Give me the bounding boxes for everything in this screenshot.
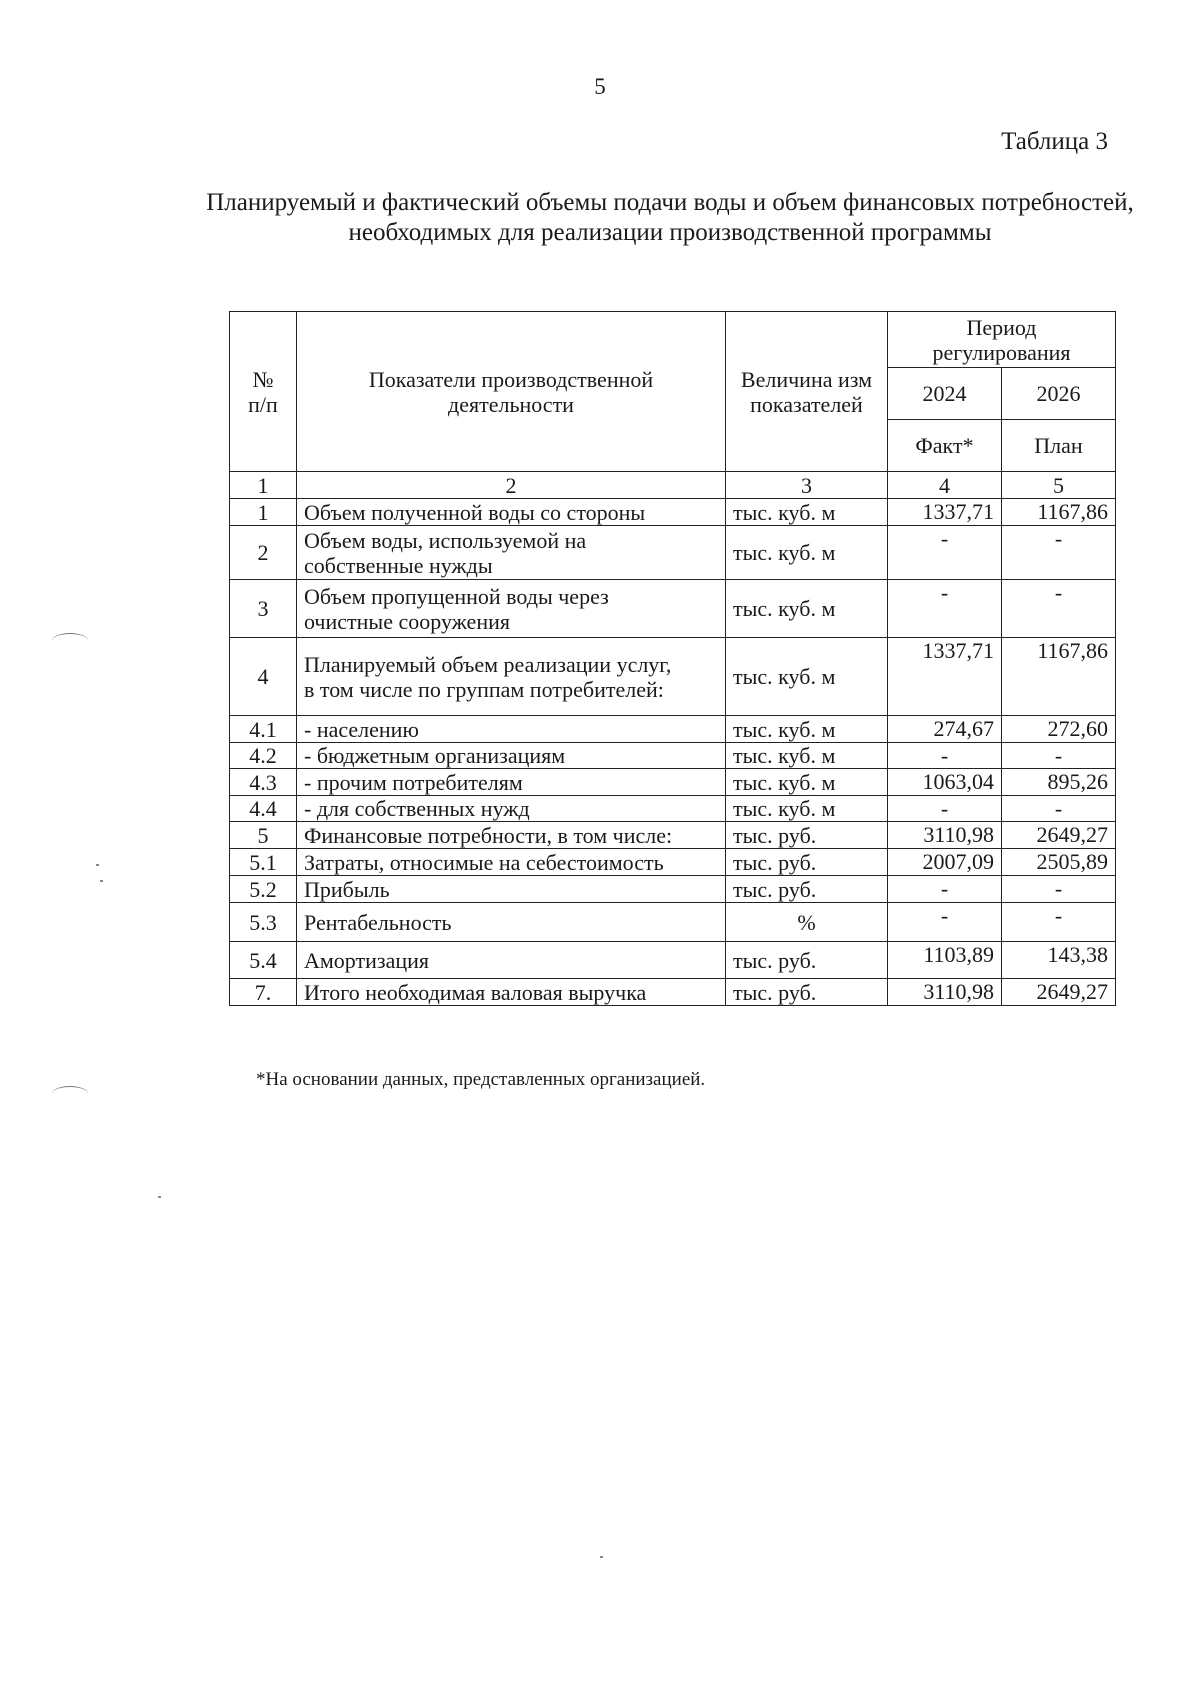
scan-dot bbox=[96, 864, 99, 866]
row-indicator: - для собственных нужд bbox=[297, 796, 726, 822]
row-value-fact: 274,67 bbox=[888, 716, 1002, 743]
row-value-plan: - bbox=[1002, 903, 1116, 942]
header-period: Период регулирования bbox=[888, 312, 1116, 368]
row-value-plan: - bbox=[1002, 526, 1116, 580]
row-value-fact: 3110,98 bbox=[888, 979, 1002, 1006]
column-number: 2 bbox=[297, 472, 726, 499]
header-type-plan: План bbox=[1002, 420, 1116, 472]
row-number: 5.1 bbox=[230, 849, 297, 876]
table-row bbox=[230, 580, 1116, 638]
row-number: 7. bbox=[230, 979, 297, 1006]
row-unit: тыс. куб. м bbox=[726, 499, 888, 526]
scan-mark bbox=[52, 633, 88, 648]
row-value-fact: - bbox=[888, 580, 1002, 638]
row-indicator: Планируемый объем реализации услуг, в том числе по группам потребителей: bbox=[297, 638, 726, 716]
table-row bbox=[230, 769, 1116, 796]
row-number: 1 bbox=[230, 499, 297, 526]
row-indicator: - населению bbox=[297, 716, 726, 743]
row-value-plan: 143,38 bbox=[1002, 942, 1116, 979]
row-number: 5.2 bbox=[230, 876, 297, 903]
production-program-table bbox=[229, 311, 1116, 1006]
row-unit: тыс. руб. bbox=[726, 822, 888, 849]
row-value-fact: 1337,71 bbox=[888, 638, 1002, 716]
row-value-fact: 1103,89 bbox=[888, 942, 1002, 979]
row-unit: тыс. куб. м bbox=[726, 580, 888, 638]
row-unit: тыс. куб. м bbox=[726, 716, 888, 743]
row-number: 4 bbox=[230, 638, 297, 716]
row-number: 4.3 bbox=[230, 769, 297, 796]
row-number: 5.3 bbox=[230, 903, 297, 942]
row-value-plan: - bbox=[1002, 796, 1116, 822]
row-number: 4.2 bbox=[230, 743, 297, 769]
row-indicator: Рентабельность bbox=[297, 903, 726, 942]
row-value-fact: - bbox=[888, 876, 1002, 903]
row-unit: тыс. куб. м bbox=[726, 796, 888, 822]
row-indicator: - прочим потребителям bbox=[297, 769, 726, 796]
row-value-plan: 1167,86 bbox=[1002, 499, 1116, 526]
header-year-plan: 2026 bbox=[1002, 368, 1116, 420]
row-unit: тыс. куб. м bbox=[726, 526, 888, 580]
footnote: *На основании данных, представленных организацией. bbox=[256, 1069, 706, 1090]
table-row bbox=[230, 849, 1116, 876]
row-value-plan: 272,60 bbox=[1002, 716, 1116, 743]
scan-dot bbox=[600, 1556, 603, 1558]
row-value-plan: 895,26 bbox=[1002, 769, 1116, 796]
row-unit: тыс. куб. м bbox=[726, 743, 888, 769]
column-number: 1 bbox=[230, 472, 297, 499]
table-row bbox=[230, 526, 1116, 580]
row-value-fact: 1337,71 bbox=[888, 499, 1002, 526]
row-indicator: Объем пропущенной воды через очистные сооружения bbox=[297, 580, 726, 638]
column-number: 5 bbox=[1002, 472, 1116, 499]
row-indicator: Итого необходимая валовая выручка bbox=[297, 979, 726, 1006]
row-unit: тыс. куб. м bbox=[726, 638, 888, 716]
table-row bbox=[230, 499, 1116, 526]
table-row bbox=[230, 822, 1116, 849]
row-number: 5 bbox=[230, 822, 297, 849]
row-value-plan: - bbox=[1002, 743, 1116, 769]
row-number: 2 bbox=[230, 526, 297, 580]
row-indicator: - бюджетным организациям bbox=[297, 743, 726, 769]
table-row bbox=[230, 903, 1116, 942]
title-line: Планируемый и фактический объемы подачи воды и объем финансовых потребностей, bbox=[206, 189, 1134, 216]
document-title bbox=[170, 188, 1170, 248]
row-unit: тыс. руб. bbox=[726, 849, 888, 876]
row-value-plan: 2649,27 bbox=[1002, 822, 1116, 849]
row-number: 4.1 bbox=[230, 716, 297, 743]
row-value-fact: - bbox=[888, 526, 1002, 580]
header-type-fact: Факт* bbox=[888, 420, 1002, 472]
column-number: 3 bbox=[726, 472, 888, 499]
header-year-fact: 2024 bbox=[888, 368, 1002, 420]
row-indicator: Объем полученной воды со стороны bbox=[297, 499, 726, 526]
row-indicator: Прибыль bbox=[297, 876, 726, 903]
row-value-fact: 3110,98 bbox=[888, 822, 1002, 849]
scan-mark bbox=[52, 1086, 88, 1101]
row-indicator: Затраты, относимые на себестоимость bbox=[297, 849, 726, 876]
page-number: 5 bbox=[594, 74, 606, 99]
row-unit: тыс. руб. bbox=[726, 876, 888, 903]
row-unit: тыс. куб. м bbox=[726, 769, 888, 796]
row-unit: тыс. руб. bbox=[726, 979, 888, 1006]
header-unit: Величина изм показателей bbox=[726, 312, 888, 472]
row-value-plan: 1167,86 bbox=[1002, 638, 1116, 716]
row-unit: тыс. руб. bbox=[726, 942, 888, 979]
row-number: 5.4 bbox=[230, 942, 297, 979]
row-value-plan: - bbox=[1002, 876, 1116, 903]
scan-dot bbox=[100, 880, 103, 882]
row-value-fact: - bbox=[888, 743, 1002, 769]
table-row bbox=[230, 942, 1116, 979]
table-row bbox=[230, 716, 1116, 743]
row-value-plan: 2505,89 bbox=[1002, 849, 1116, 876]
row-unit: % bbox=[726, 903, 888, 942]
table-row bbox=[230, 796, 1116, 822]
table-row bbox=[230, 638, 1116, 716]
table-row bbox=[230, 876, 1116, 903]
row-value-plan: 2649,27 bbox=[1002, 979, 1116, 1006]
row-value-fact: 2007,09 bbox=[888, 849, 1002, 876]
header-indicator: Показатели производственной деятельности bbox=[297, 312, 726, 472]
row-number: 4.4 bbox=[230, 796, 297, 822]
row-value-fact: - bbox=[888, 903, 1002, 942]
row-indicator: Амортизация bbox=[297, 942, 726, 979]
table-row bbox=[230, 979, 1116, 1006]
row-value-fact: 1063,04 bbox=[888, 769, 1002, 796]
row-indicator: Финансовые потребности, в том числе: bbox=[297, 822, 726, 849]
header-num: № п/п bbox=[230, 312, 297, 472]
title-line: необходимых для реализации производственной программы bbox=[348, 219, 992, 246]
column-number: 4 bbox=[888, 472, 1002, 499]
table-label: Таблица 3 bbox=[1001, 128, 1108, 155]
scan-dot bbox=[158, 1196, 161, 1198]
row-value-fact: - bbox=[888, 796, 1002, 822]
table-row bbox=[230, 743, 1116, 769]
row-indicator: Объем воды, используемой на собственные нужды bbox=[297, 526, 726, 580]
row-value-plan: - bbox=[1002, 580, 1116, 638]
row-number: 3 bbox=[230, 580, 297, 638]
